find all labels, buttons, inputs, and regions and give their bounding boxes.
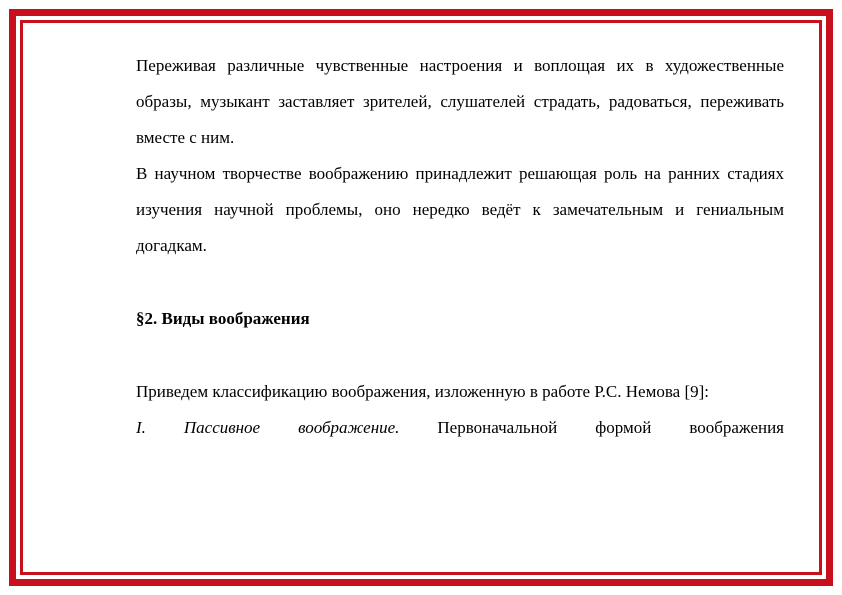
- passive-imagination-term: I. Пассивное воображение.: [136, 418, 400, 437]
- passive-imagination-text: Первоначальной формой воображения: [399, 418, 784, 437]
- paragraph-music: Переживая различные чувственные настроения и воплощая их в художественные образы, музыкант заставляет зрителей, слушателей страдать, радоваться, переживать вместе с ним.: [136, 56, 784, 147]
- blank-line: [136, 337, 784, 374]
- paragraph-passive-imagination: [136, 410, 784, 446]
- document-body: [136, 48, 784, 446]
- paragraph-classification: Приведем классификацию воображения, изложенную в работе Р.С. Немова [9]:: [136, 382, 709, 401]
- section-heading: §2. Виды воображения: [136, 309, 310, 328]
- blank-line: [136, 264, 784, 301]
- paragraph-science: В научном творчестве воображению принадлежит решающая роль на ранних стадиях изучения научной проблемы, оно нередко ведёт к замечательным и гениальным догадкам.: [136, 164, 784, 255]
